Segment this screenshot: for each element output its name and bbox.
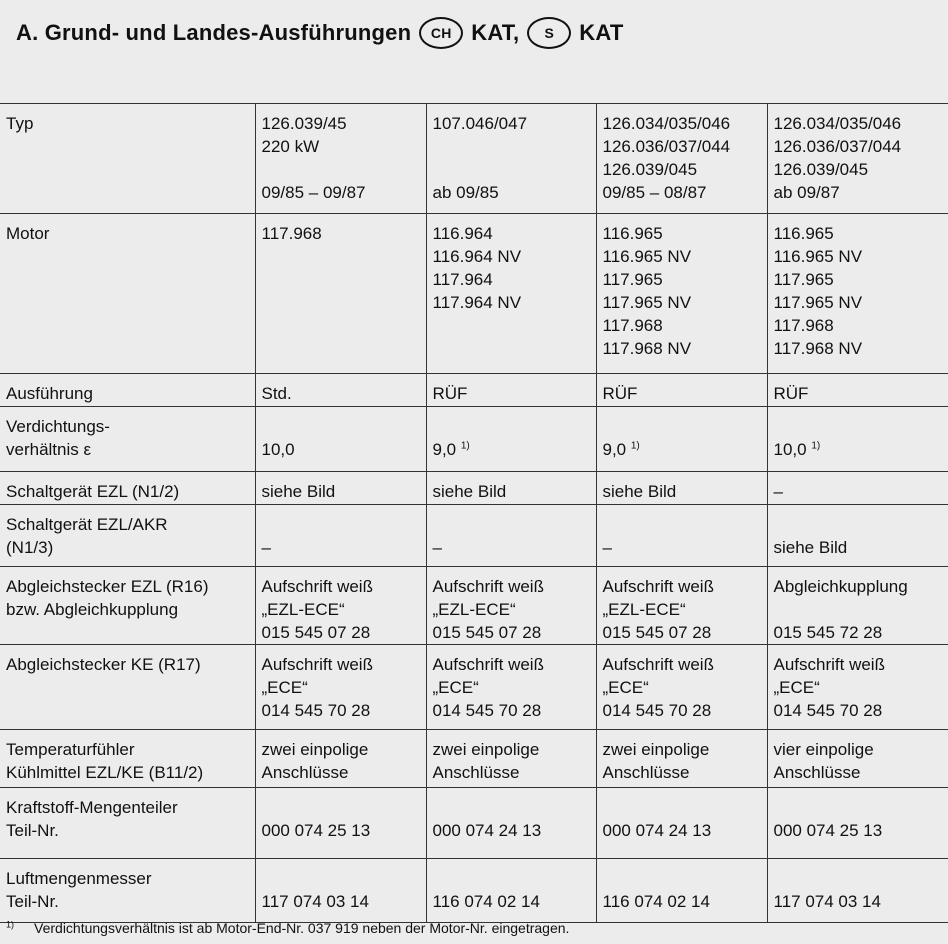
cell-value: siehe Bild xyxy=(773,538,848,557)
table-cell xyxy=(767,374,948,407)
table-cell xyxy=(426,788,596,859)
cell-value: – xyxy=(773,482,783,501)
cell-value: 000 074 24 13 xyxy=(602,821,712,840)
row-label-text: Temperaturfühler Kühlmittel EZL/KE (B11/2) xyxy=(6,740,204,782)
table-cell xyxy=(426,407,596,472)
cell-value: – xyxy=(432,538,442,557)
table-cell xyxy=(426,104,596,214)
cell-value: zwei einpolige Anschlüsse xyxy=(432,740,540,782)
cell-value: – xyxy=(602,538,612,557)
cell-value: 116.965 116.965 NV 117.965 117.965 NV 117.968 117.968 NV xyxy=(773,224,863,358)
cell-value: 107.046/047 ab 09/85 xyxy=(432,114,528,202)
table-cell xyxy=(426,567,596,645)
row-label xyxy=(0,645,255,730)
row-label xyxy=(0,859,255,923)
table-cell xyxy=(255,407,426,472)
row-label-text: Verdichtungs- verhältnis ε xyxy=(6,417,110,459)
table-cell xyxy=(596,788,767,859)
table-cell xyxy=(426,214,596,374)
cell-value: 000 074 25 13 xyxy=(773,821,883,840)
row-label xyxy=(0,472,255,505)
cell-value: 116.964 116.964 NV 117.964 117.964 NV xyxy=(432,224,522,312)
table-row xyxy=(0,505,948,567)
table-row xyxy=(0,104,948,214)
table-cell xyxy=(767,472,948,505)
table-row xyxy=(0,472,948,505)
cell-value: 126.034/035/046 126.036/037/044 126.039/045 ab 09/87 xyxy=(773,114,902,202)
cell-value: 116.965 116.965 NV 117.965 117.965 NV 117.968 117.968 NV xyxy=(602,224,692,358)
spec-table xyxy=(0,103,948,923)
kat-label-2: KAT xyxy=(579,20,624,45)
table-cell xyxy=(255,730,426,788)
table-cell xyxy=(596,730,767,788)
cell-value: Aufschrift weiß „EZL-ECE“ 015 545 07 28 xyxy=(602,577,714,642)
table-cell xyxy=(596,505,767,567)
cell-value: 9,0 xyxy=(432,440,457,459)
cell-value: Aufschrift weiß „ECE“ 014 545 70 28 xyxy=(261,655,373,720)
table-cell xyxy=(596,104,767,214)
table-cell xyxy=(767,104,948,214)
row-label-text: Schaltgerät EZL/AKR (N1/3) xyxy=(6,515,168,557)
cell-value: vier einpolige Anschlüsse xyxy=(773,740,874,782)
row-label-text: Typ xyxy=(6,114,34,133)
table-cell xyxy=(767,567,948,645)
cell-value: 000 074 24 13 xyxy=(432,821,542,840)
row-label xyxy=(0,374,255,407)
table-cell xyxy=(255,788,426,859)
cell-value: RÜF xyxy=(602,384,638,403)
table-cell xyxy=(426,505,596,567)
footnote-ref: 1) xyxy=(811,440,821,452)
row-label-text: Abgleichstecker EZL (R16) bzw. Abgleichkupplung xyxy=(6,577,209,619)
row-label-text: Motor xyxy=(6,224,50,243)
cell-value: 10,0 xyxy=(773,440,807,459)
cell-value: siehe Bild xyxy=(602,482,677,501)
table-cell xyxy=(596,645,767,730)
cell-value: 126.034/035/046 126.036/037/044 126.039/045 09/85 – 08/87 xyxy=(602,114,731,202)
table-row xyxy=(0,859,948,923)
ch-badge: CH xyxy=(419,17,463,49)
table-cell xyxy=(596,374,767,407)
cell-value: Aufschrift weiß „ECE“ 014 545 70 28 xyxy=(602,655,714,720)
cell-value: – xyxy=(261,538,271,557)
table-cell xyxy=(596,859,767,923)
cell-value: zwei einpolige Anschlüsse xyxy=(261,740,369,782)
cell-value: Aufschrift weiß „EZL-ECE“ 015 545 07 28 xyxy=(432,577,544,642)
cell-value: RÜF xyxy=(773,384,809,403)
cell-value: Abgleichkupplung 015 545 72 28 xyxy=(773,577,908,642)
cell-value: siehe Bild xyxy=(432,482,507,501)
table-cell xyxy=(426,472,596,505)
table-cell xyxy=(767,407,948,472)
table-cell xyxy=(426,730,596,788)
footnote-ref: 1) xyxy=(630,440,640,452)
cell-value: 117 074 03 14 xyxy=(261,892,369,911)
cell-value: 10,0 xyxy=(261,440,295,459)
s-badge: S xyxy=(527,17,571,49)
row-label xyxy=(0,214,255,374)
table-cell xyxy=(767,214,948,374)
table-cell xyxy=(255,859,426,923)
table-row xyxy=(0,788,948,859)
cell-value: Aufschrift weiß „ECE“ 014 545 70 28 xyxy=(773,655,885,720)
table-cell xyxy=(767,859,948,923)
table-row xyxy=(0,407,948,472)
footnote xyxy=(6,920,569,936)
row-label-text: Luftmengenmesser Teil-Nr. xyxy=(6,869,152,911)
table-cell xyxy=(255,214,426,374)
table-cell xyxy=(426,645,596,730)
table-cell xyxy=(255,567,426,645)
cell-value: 116 074 02 14 xyxy=(432,892,540,911)
cell-value: zwei einpolige Anschlüsse xyxy=(602,740,710,782)
table-cell xyxy=(255,472,426,505)
row-label-text: Ausführung xyxy=(6,384,93,403)
cell-value: siehe Bild xyxy=(261,482,336,501)
cell-value: Std. xyxy=(261,384,292,403)
table-cell xyxy=(596,407,767,472)
table-row xyxy=(0,645,948,730)
table-cell xyxy=(767,730,948,788)
row-label-text: Abgleichstecker KE (R17) xyxy=(6,655,201,674)
row-label-text: Kraftstoff-Mengenteiler Teil-Nr. xyxy=(6,798,178,840)
row-label-text: Schaltgerät EZL (N1/2) xyxy=(6,482,180,501)
cell-value: 9,0 xyxy=(602,440,627,459)
table-row xyxy=(0,567,948,645)
table-cell xyxy=(255,374,426,407)
row-label xyxy=(0,730,255,788)
table-cell xyxy=(767,788,948,859)
row-label xyxy=(0,104,255,214)
table-cell xyxy=(767,645,948,730)
footnote-mark: 1) xyxy=(6,919,15,930)
cell-value: 126.039/45 220 kW 09/85 – 09/87 xyxy=(261,114,366,202)
title-text: A. Grund- und Landes-Ausführungen xyxy=(16,20,412,45)
table-row xyxy=(0,374,948,407)
table-cell xyxy=(596,472,767,505)
cell-value: RÜF xyxy=(432,384,468,403)
page-title xyxy=(16,17,623,49)
cell-value: 117 074 03 14 xyxy=(773,892,881,911)
table-cell xyxy=(255,104,426,214)
row-label xyxy=(0,505,255,567)
cell-value: 000 074 25 13 xyxy=(261,821,371,840)
row-label xyxy=(0,407,255,472)
table-cell xyxy=(767,505,948,567)
table-cell xyxy=(426,859,596,923)
kat-label: KAT, xyxy=(471,20,520,45)
cell-value: 117.968 xyxy=(261,224,322,243)
table-row xyxy=(0,214,948,374)
table-cell xyxy=(255,645,426,730)
cell-value: Aufschrift weiß „ECE“ 014 545 70 28 xyxy=(432,655,544,720)
cell-value: Aufschrift weiß „EZL-ECE“ 015 545 07 28 xyxy=(261,577,373,642)
table-cell xyxy=(255,505,426,567)
footnote-ref: 1) xyxy=(460,440,470,452)
table-cell xyxy=(426,374,596,407)
footnote-text: Verdichtungsverhältnis ist ab Motor-End-Nr. 037 919 neben der Motor-Nr. eingetragen. xyxy=(34,920,570,936)
cell-value: 116 074 02 14 xyxy=(602,892,710,911)
table-row xyxy=(0,730,948,788)
row-label xyxy=(0,567,255,645)
table-cell xyxy=(596,214,767,374)
table-cell xyxy=(596,567,767,645)
row-label xyxy=(0,788,255,859)
